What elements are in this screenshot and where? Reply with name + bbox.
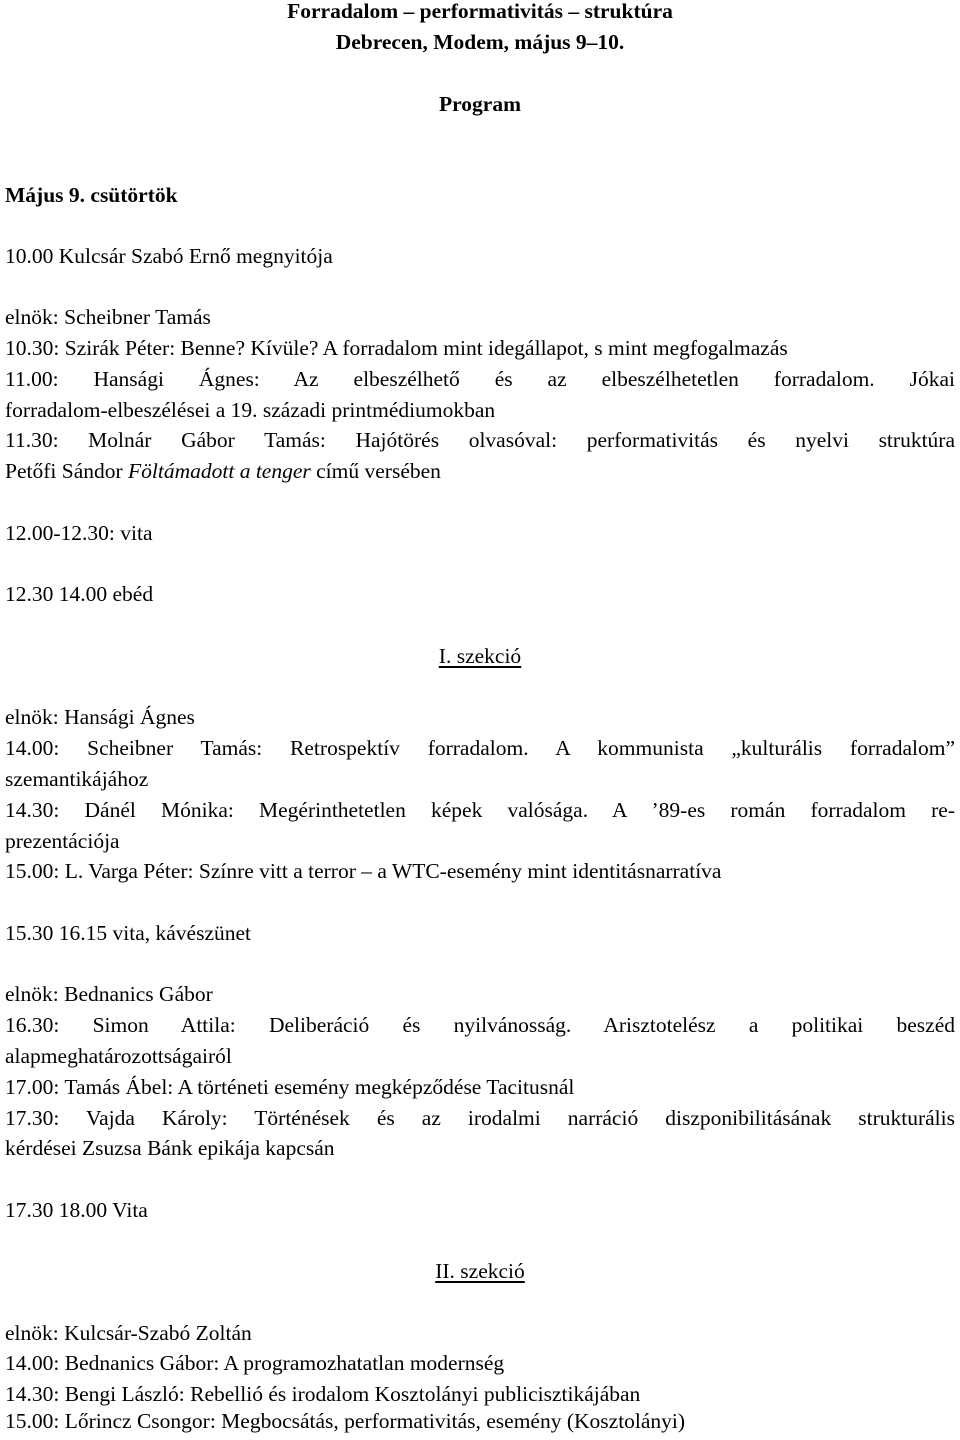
chair-line: elnök: Kulcsár-Szabó Zoltán bbox=[5, 1321, 252, 1345]
talk-line: 17.30: Vajda Károly: Történések és az irodalmi narráció diszponibilitásának strukturális bbox=[5, 1106, 955, 1130]
talk-line-tail: című versében bbox=[310, 459, 441, 483]
section-heading: II. szekció bbox=[435, 1259, 525, 1283]
talk-line: 11.30: Molnár Gábor Tamás: Hajótörés olvasóval: performativitás és nyelvi struktúra bbox=[5, 428, 955, 452]
talk-line: 14.00: Bednanics Gábor: A programozhatatlan modernség bbox=[5, 1351, 505, 1375]
talk-line: 14.00: Scheibner Tamás: Retrospektív forradalom. A kommunista „kulturális forradalom” bbox=[5, 736, 955, 760]
chair-line: elnök: Hansági Ágnes bbox=[5, 705, 195, 729]
talk-line: 14.30: Bengi László: Rebellió és irodalom Kosztolányi publicisztikájában bbox=[5, 1382, 641, 1406]
poem-title: Föltámadott a tenger bbox=[128, 459, 311, 483]
opening-line: 10.00 Kulcsár Szabó Ernő megnyitója bbox=[5, 244, 333, 268]
chair-line: elnök: Scheibner Tamás bbox=[5, 305, 211, 329]
day-heading: Május 9. csütörtök bbox=[5, 183, 178, 207]
debate-line: 17.30 18.00 Vita bbox=[5, 1198, 148, 1222]
chair-line: elnök: Bednanics Gábor bbox=[5, 982, 213, 1006]
break-line: 15.30 16.15 vita, kávészünet bbox=[5, 921, 252, 945]
talk-line: 14.30: Dánél Mónika: Megérinthetetlen képek valósága. A ’89-es román forradalom re- bbox=[5, 798, 955, 822]
talk-line-continued: alapmeghatározottságairól bbox=[5, 1044, 232, 1068]
lunch-line: 12.30 14.00 ebéd bbox=[5, 582, 154, 606]
talk-line: 15.00: L. Varga Péter: Színre vitt a terror – a WTC-esemény mint identitásnarratíva bbox=[5, 859, 722, 883]
debate-line: 12.00-12.30: vita bbox=[5, 521, 153, 545]
talk-line-continued: kérdései Zsuzsa Bánk epikája kapcsán bbox=[5, 1136, 335, 1160]
talk-line-continued: prezentációja bbox=[5, 829, 120, 853]
program-heading: Program bbox=[439, 92, 521, 116]
talk-line: 17.00: Tamás Ábel: A történeti esemény megképződése Tacitusnál bbox=[5, 1075, 575, 1099]
talk-line: 10.30: Szirák Péter: Benne? Kívüle? A forradalom mint idegállapot, s mint megfogalmazás bbox=[5, 336, 788, 360]
talk-line: 11.00: Hansági Ágnes: Az elbeszélhető és az elbeszélhetetlen forradalom. Jókai bbox=[5, 367, 955, 391]
talk-line-continued bbox=[5, 456, 955, 487]
document-subtitle: Debrecen, Modem, május 9–10. bbox=[335, 30, 625, 54]
talk-line-continued: szemantikájához bbox=[5, 767, 149, 791]
section-heading: I. szekció bbox=[438, 644, 522, 668]
poet-name: Petőfi Sándor bbox=[5, 459, 129, 483]
talk-line-continued: forradalom-elbeszélései a 19. századi printmédiumokban bbox=[5, 398, 496, 422]
talk-line: 16.30: Simon Attila: Deliberáció és nyilvánosság. Arisztotelész a politikai beszéd bbox=[5, 1013, 955, 1037]
document-title: Forradalom – performativitás – struktúra bbox=[287, 0, 673, 23]
talk-line: 15.00: Lőrincz Csongor: Megbocsátás, performativitás, esemény (Kosztolányi) bbox=[5, 1409, 686, 1433]
